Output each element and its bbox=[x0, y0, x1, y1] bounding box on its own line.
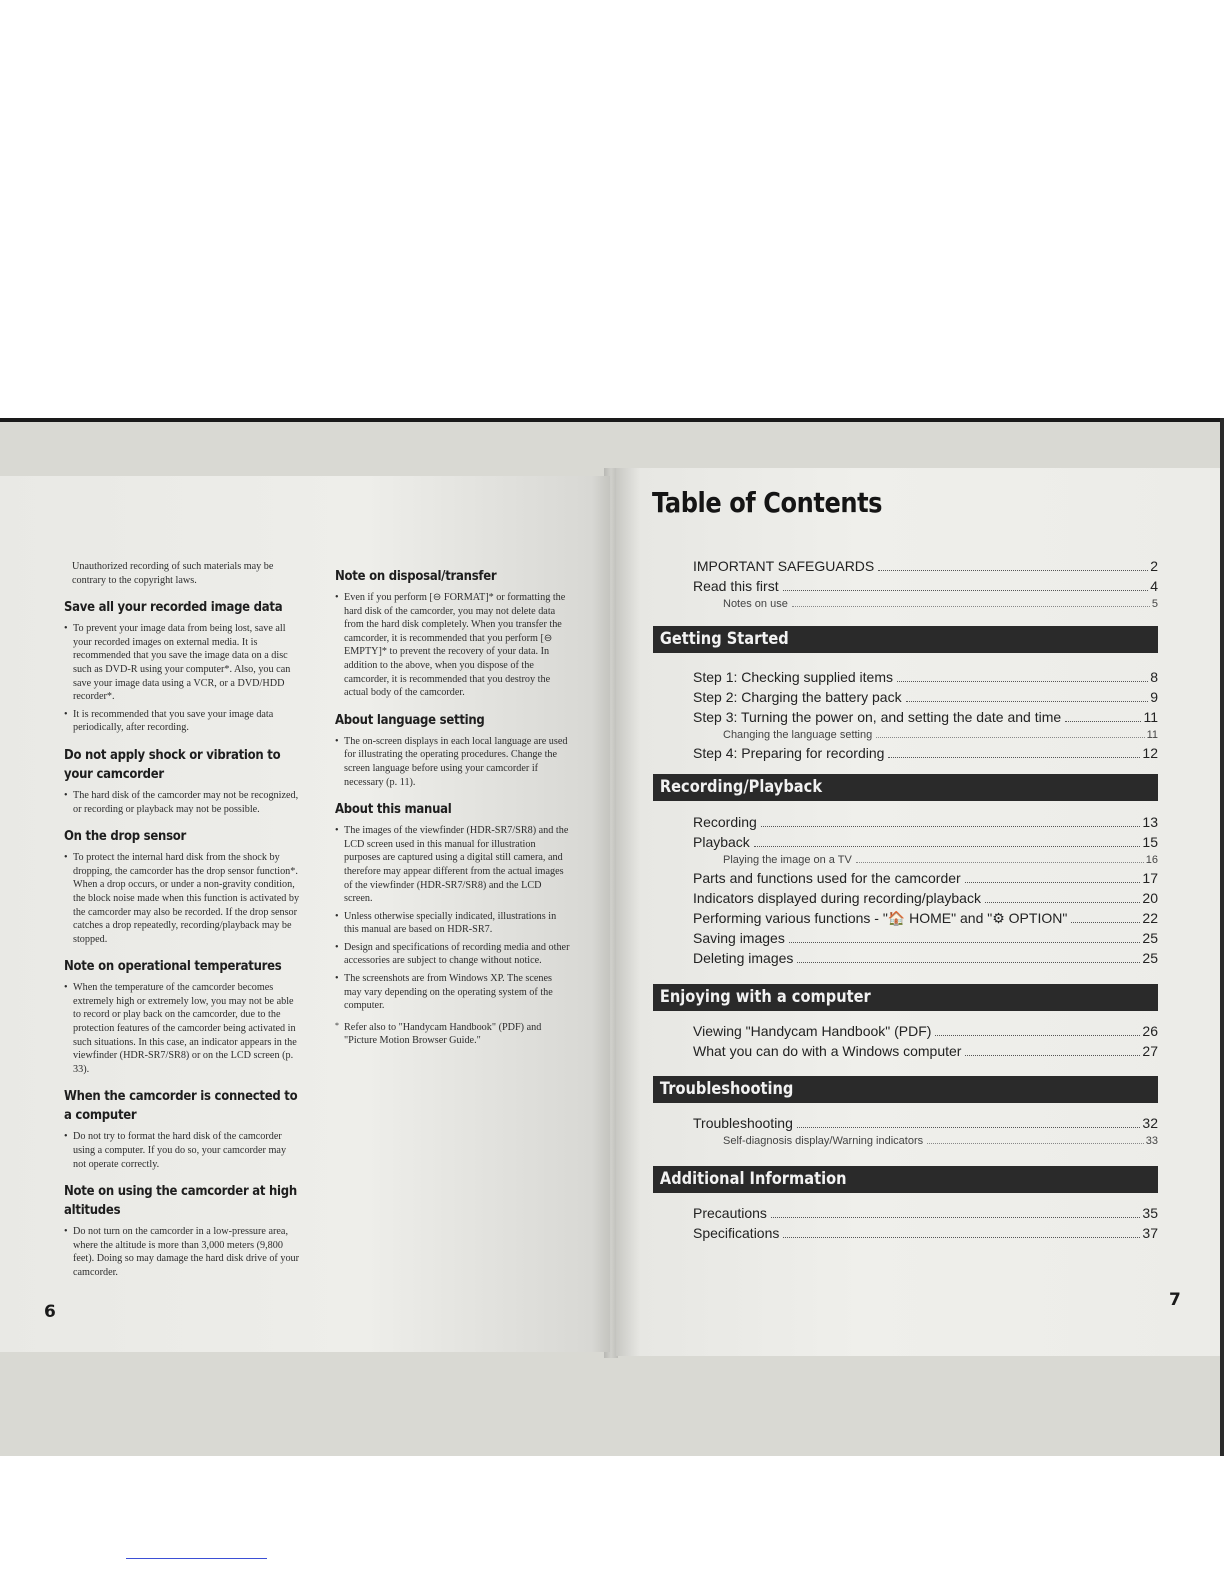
section-title: Recording/Playback bbox=[659, 777, 823, 797]
toc-page-number: 25 bbox=[1142, 930, 1158, 946]
copyright-note: Unauthorized recording of such materials may be contrary to the copyright laws. bbox=[72, 561, 274, 586]
toc-entry-label: Performing various functions - "🏠 HOME" and "⚙ OPTION" bbox=[693, 910, 1068, 926]
bullet-list bbox=[335, 591, 571, 700]
toc-entry-label: Step 1: Checking supplied items bbox=[693, 669, 893, 685]
toc-entry bbox=[693, 888, 1158, 908]
bullet-item: • The images of the viewfinder (HDR-SR7/SR8) and the LCD screen used in this manual for illustration purposes are captured using a digital still camera, and therefore may appear different from the actual images of the viewfinder (HDR-SR7/SR8) and the LCD screen. bbox=[335, 824, 571, 906]
bullet-item: • To prevent your image data from being lost, save all your recorded images on external media. It is recommended that you save the image data on a disc such as DVD-R using your computer*. Also, you can save your image data using a VCR, or a DVD/HDD recorder*. bbox=[64, 622, 300, 704]
bullet-item: • When the temperature of the camcorder becomes extremely high or extremely low, you may not be able to record or play back on the camcorder, due to the protection features of the camcorder being activated in such situations. In this case, an indicator appears in the viewfinder (HDR-SR7/SR8) or on the LCD screen (p. 33). bbox=[64, 981, 300, 1076]
toc-page-number: 16 bbox=[1145, 854, 1158, 866]
toc-entry-label: Saving images bbox=[693, 930, 785, 946]
leader-dots bbox=[797, 962, 1140, 963]
section-title: Troubleshooting bbox=[659, 1079, 794, 1099]
section-heading: On the drop sensor bbox=[64, 829, 187, 845]
leader-dots bbox=[906, 701, 1149, 702]
scanned-booklet-spread bbox=[0, 418, 1224, 1456]
leader-dots bbox=[783, 590, 1149, 591]
toc-page-number: 9 bbox=[1150, 689, 1158, 705]
toc-section-list bbox=[693, 812, 1158, 968]
toc-page-number: 11 bbox=[1143, 709, 1158, 725]
bullet-item: • To protect the internal hard disk from the shock by dropping, the camcorder has the drop sensor function*. When a drop occurs, or under a non-gravity condition, the block noise made when this function is activated by the camcorder may also be recorded. If the drop sensor catches a drop repeatedly, recording/playback may be stopped. bbox=[64, 851, 300, 946]
leader-dots bbox=[927, 1143, 1144, 1144]
leader-dots bbox=[761, 826, 1141, 827]
toc-entry-label: Indicators displayed during recording/playback bbox=[693, 890, 981, 906]
section-title: Enjoying with a computer bbox=[659, 987, 871, 1007]
toc-entry-label: Precautions bbox=[693, 1205, 767, 1221]
leader-dots bbox=[754, 846, 1141, 847]
bullet-item: • Even if you perform [⊖ FORMAT]* or formatting the hard disk of the camcorder, you may not delete data from the hard disk completely. When you transfer the camcorder, it is recommended that you perform [⊖ EMPTY]* to prevent the recovery of your data. In addition to the above, when you dispose of the camcorder, it is recommended that you destroy the actual body of the camcorder. bbox=[335, 591, 571, 700]
toc-entry-label: Step 4: Preparing for recording bbox=[693, 745, 885, 761]
footnote-text: Refer also to "Handycam Handbook" (PDF) and "Picture Motion Browser Guide." bbox=[344, 1021, 542, 1047]
toc-page-number: 26 bbox=[1142, 1023, 1158, 1039]
toc-entry bbox=[693, 948, 1158, 968]
bullet-list bbox=[335, 824, 571, 1013]
scan-right-edge bbox=[1220, 418, 1224, 1456]
bullet-item: • The on-screen displays in each local language are used for illustrating the operating procedures. Change the screen language before using your camcorder if necessary (p. 11). bbox=[335, 735, 571, 789]
toc-section-list bbox=[693, 1021, 1158, 1061]
section-heading: Note on using the camcorder at high altitudes bbox=[64, 1184, 297, 1219]
page-number: 6 bbox=[44, 1302, 56, 1322]
left-column-2 bbox=[335, 556, 571, 1048]
bullet-list bbox=[335, 735, 571, 789]
toc-entry bbox=[693, 556, 1158, 576]
leader-dots bbox=[935, 1035, 1140, 1036]
section-header-bar bbox=[653, 1166, 1158, 1193]
toc-page-number: 5 bbox=[1151, 598, 1158, 610]
toc-entry-label: Self-diagnosis display/Warning indicators bbox=[723, 1135, 924, 1147]
toc-page-number: 35 bbox=[1142, 1205, 1158, 1221]
bullet-list bbox=[64, 789, 300, 816]
bullet-list bbox=[64, 981, 300, 1076]
leader-dots bbox=[985, 902, 1140, 903]
toc-entry bbox=[693, 667, 1158, 687]
section-heading: Note on disposal/transfer bbox=[335, 569, 497, 584]
toc-entry bbox=[693, 908, 1158, 928]
leader-dots bbox=[888, 757, 1140, 758]
leader-dots bbox=[878, 570, 1148, 571]
leader-dots bbox=[1071, 922, 1140, 923]
bullet-item: • Do not turn on the camcorder in a low-pressure area, where the altitude is more than 3,000 meters (9,800 feet). Doing so may damage the hard disk drive of your camcorder. bbox=[64, 1225, 300, 1279]
toc-entry-label: Playback bbox=[693, 834, 750, 850]
bullet-list bbox=[64, 851, 300, 946]
leader-dots bbox=[789, 942, 1141, 943]
toc-page-number: 33 bbox=[1145, 1135, 1158, 1147]
toc-page-number: 2 bbox=[1150, 558, 1158, 574]
bullet-item: • Unless otherwise specially indicated, illustrations in this manual are based on HDR-SR7. bbox=[335, 910, 571, 937]
toc-page-number: 4 bbox=[1150, 578, 1158, 594]
toc-entry-label: Step 3: Turning the power on, and setting the date and time bbox=[693, 709, 1062, 725]
leader-dots bbox=[771, 1217, 1140, 1218]
toc-entry-label: Troubleshooting bbox=[693, 1115, 793, 1131]
leader-dots bbox=[965, 1055, 1140, 1056]
toc-section-list bbox=[693, 1113, 1158, 1149]
toc-entry bbox=[693, 868, 1158, 888]
section-title: Additional Information bbox=[659, 1169, 847, 1189]
toc-entry bbox=[693, 576, 1158, 596]
toc-subentry bbox=[693, 727, 1158, 743]
toc-page-number: 15 bbox=[1142, 834, 1158, 850]
leader-dots bbox=[783, 1237, 1140, 1238]
toc-page-number: 20 bbox=[1142, 890, 1158, 906]
leader-dots bbox=[897, 681, 1148, 682]
section-heading: Note on operational temperatures bbox=[64, 959, 282, 975]
toc-entry bbox=[693, 832, 1158, 852]
footnote-asterisk: * bbox=[335, 1020, 339, 1030]
toc-section-list bbox=[693, 1203, 1158, 1243]
bullet-list bbox=[64, 1130, 300, 1171]
leader-dots bbox=[856, 862, 1144, 863]
bullet-list bbox=[64, 1225, 300, 1279]
toc-subentry bbox=[693, 596, 1158, 612]
toc-page-number: 13 bbox=[1142, 814, 1158, 830]
section-heading: About language setting bbox=[335, 712, 485, 728]
scan-top-edge bbox=[0, 418, 1224, 422]
toc-entry bbox=[693, 1203, 1158, 1223]
bullet-item: • The screenshots are from Windows XP. The scenes may vary depending on the operating system of the computer. bbox=[335, 972, 571, 1013]
toc-entry-label: Read this first bbox=[693, 578, 779, 594]
toc-entry-label: Specifications bbox=[693, 1225, 780, 1241]
toc-entry-label: Deleting images bbox=[693, 950, 794, 966]
toc-entry bbox=[693, 1021, 1158, 1041]
toc-entry-label: Notes on use bbox=[723, 598, 788, 610]
toc-subentry bbox=[693, 852, 1158, 868]
toc-entry bbox=[693, 1223, 1158, 1243]
underline-mark bbox=[126, 1558, 267, 1559]
bullet-list bbox=[64, 622, 300, 735]
bullet-item: • It is recommended that you save your image data periodically, after recording. bbox=[64, 708, 300, 735]
right-page bbox=[616, 468, 1224, 1356]
section-heading: Do not apply shock or vibration to your camcorder bbox=[64, 747, 281, 782]
section-heading: Save all your recorded image data bbox=[64, 600, 283, 616]
page-number: 7 bbox=[1169, 1290, 1181, 1310]
toc-entry-label: IMPORTANT SAFEGUARDS bbox=[693, 558, 875, 574]
toc-entry-label: Step 2: Charging the battery pack bbox=[693, 689, 902, 705]
leader-dots bbox=[876, 737, 1144, 738]
toc-entry bbox=[693, 928, 1158, 948]
section-heading: When the camcorder is connected to a computer bbox=[64, 1089, 298, 1124]
section-header-bar bbox=[653, 774, 1158, 801]
toc-page-number: 37 bbox=[1142, 1225, 1158, 1241]
toc-page-number: 11 bbox=[1146, 729, 1158, 741]
section-header-bar bbox=[653, 984, 1158, 1011]
toc-entry bbox=[693, 1041, 1158, 1061]
toc-entry-label: Parts and functions used for the camcorder bbox=[693, 870, 961, 886]
toc-entry bbox=[693, 707, 1158, 727]
section-title: Getting Started bbox=[659, 629, 789, 649]
toc-entry-label: Recording bbox=[693, 814, 757, 830]
toc-entry bbox=[693, 1113, 1158, 1133]
left-column-1 bbox=[64, 560, 300, 1284]
toc-entry bbox=[693, 743, 1158, 763]
toc-entry-label: Playing the image on a TV bbox=[723, 854, 852, 866]
toc-front-matter bbox=[693, 556, 1158, 612]
toc-subentry bbox=[693, 1133, 1158, 1149]
toc-page-number: 32 bbox=[1142, 1115, 1158, 1131]
toc-page-number: 17 bbox=[1142, 870, 1158, 886]
leader-dots bbox=[965, 882, 1141, 883]
page-title: Table of Contents bbox=[652, 486, 883, 519]
toc-entry bbox=[693, 687, 1158, 707]
toc-page-number: 12 bbox=[1142, 745, 1158, 761]
leader-dots bbox=[1065, 721, 1141, 722]
toc-entry bbox=[693, 812, 1158, 832]
section-heading: About this manual bbox=[335, 802, 452, 818]
leader-dots bbox=[792, 606, 1150, 607]
leader-dots bbox=[797, 1127, 1141, 1128]
toc-entry-label: Changing the language setting bbox=[723, 729, 873, 741]
toc-page-number: 25 bbox=[1142, 950, 1158, 966]
toc-page-number: 22 bbox=[1142, 910, 1158, 926]
bullet-item: • The hard disk of the camcorder may not be recognized, or recording or playback may not be possible. bbox=[64, 789, 300, 816]
toc-page-number: 8 bbox=[1150, 669, 1158, 685]
bullet-item: • Do not try to format the hard disk of the camcorder using a computer. If you do so, your camcorder may not operate correctly. bbox=[64, 1130, 300, 1171]
left-page bbox=[0, 476, 610, 1352]
toc-page-number: 27 bbox=[1142, 1043, 1158, 1059]
section-header-bar bbox=[653, 626, 1158, 653]
bullet-item: • Design and specifications of recording media and other accessories are subject to change without notice. bbox=[335, 941, 571, 968]
footnote bbox=[335, 1021, 571, 1048]
toc-entry-label: Viewing "Handycam Handbook" (PDF) bbox=[693, 1023, 932, 1039]
section-header-bar bbox=[653, 1076, 1158, 1103]
toc-entry-label: What you can do with a Windows computer bbox=[693, 1043, 962, 1059]
toc-section-list bbox=[693, 667, 1158, 763]
